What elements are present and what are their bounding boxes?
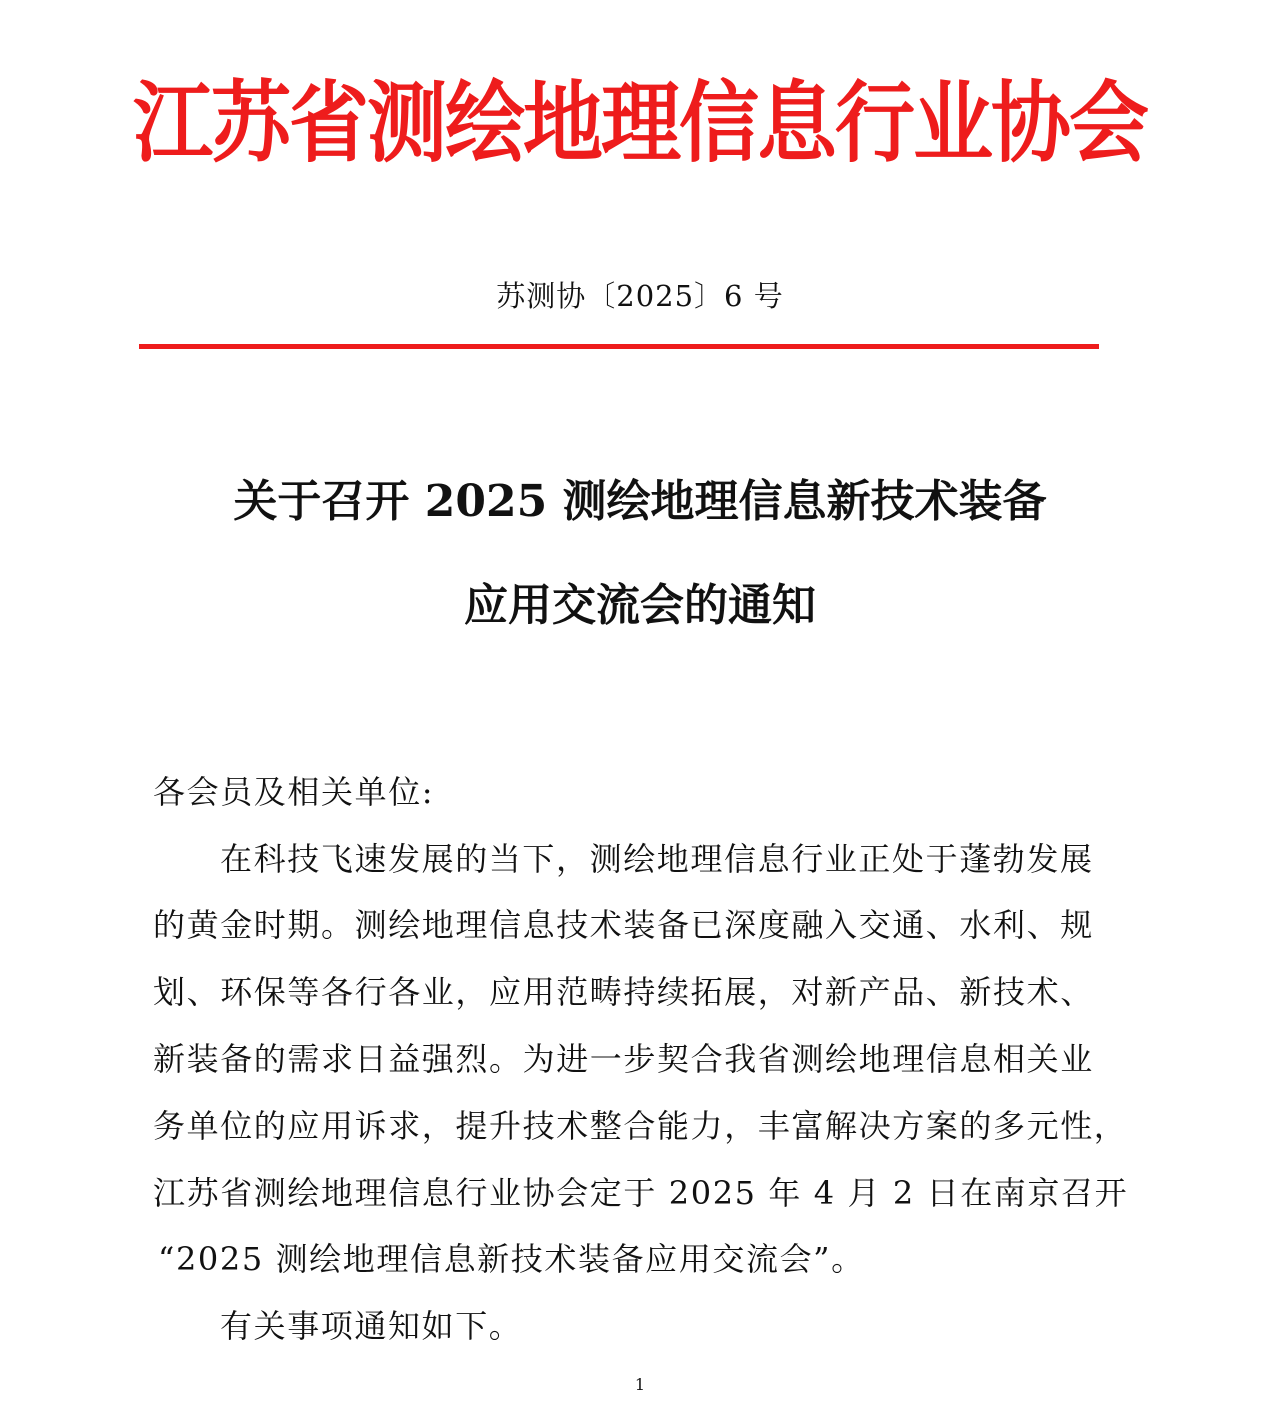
paragraph-line: “2025 测绘地理信息新技术装备应用交流会”。 — [158, 1240, 865, 1278]
paragraph-line: 划、环保等各行各业，应用范畴持续拓展，对新产品、新技术、 — [153, 973, 1094, 1011]
document-title-line-1: 关于召开 2025 测绘地理信息新技术装备 — [233, 476, 1047, 527]
red-divider-rule — [139, 344, 1099, 349]
paragraph-line: 务单位的应用诉求，提升技术整合能力，丰富解决方案的多元性， — [153, 1107, 1128, 1145]
document-title-line-2: 应用交流会的通知 — [464, 580, 816, 631]
paragraph-line: 在科技飞速发展的当下，测绘地理信息行业正处于蓬勃发展 — [220, 840, 1094, 878]
document-number: 苏测协〔2025〕6 号 — [496, 279, 784, 313]
paragraph-line: 的黄金时期。测绘地理信息技术装备已深度融入交通、水利、规 — [153, 906, 1094, 944]
organization-header: 江苏省测绘地理信息行业协会 — [133, 72, 1147, 175]
salutation: 各会员及相关单位: — [153, 773, 435, 811]
paragraph-line: 江苏省测绘地理信息行业协会定于 2025 年 4 月 2 日在南京召开 — [153, 1174, 1129, 1212]
paragraph-intro-items: 有关事项通知如下。 — [220, 1307, 523, 1345]
paragraph-line: 新装备的需求日益强烈。为进一步契合我省测绘地理信息相关业 — [153, 1040, 1094, 1078]
page-number: 1 — [634, 1375, 646, 1394]
